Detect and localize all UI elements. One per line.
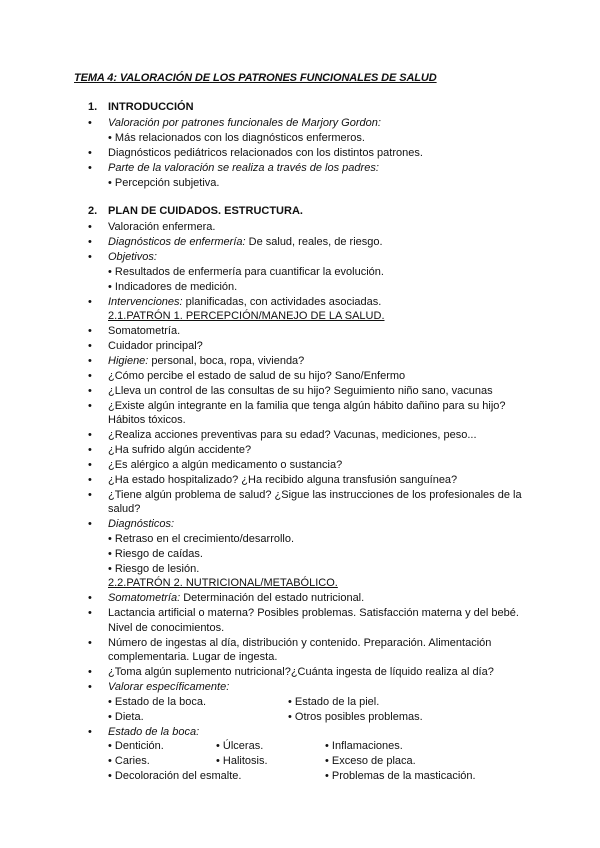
section-number: 2.: [88, 205, 98, 217]
grid-item: • Estado de la piel.: [288, 696, 380, 708]
sub-list-item: • Retraso en el crecimiento/desarrollo.: [108, 533, 295, 545]
section-title: INTRODUCCIÓN: [108, 101, 194, 113]
sub-list-item: • Riesgo de caídas.: [108, 548, 203, 560]
grid-item: • Dieta.: [108, 711, 144, 723]
document-page: TEMA 4: VALORACIÓN DE LOS PATRONES FUNCIONALES DE SALUD 1. INTRODUCCIÓN Valoración por patrones funcionales de Marjory Gordon: • Más relacionados con los diagnósticos enfermeros. Diagnósticos pediátricos relacionados con los distintos patrones. Parte de la valoración se realiza a través de los padres: • Percepción subjetiva. 2. PLAN DE CUIDADOS. ESTRUCTURA. Valoración enfermera. Diagnósticos de enfermería: De salud, reales, de riesgo. Objetivos: • Resultados de enfermería para cuantificar la evolución. • Indicadores de medición. Intervenciones: planificadas, con actividades asociadas. 2.1.PATRÓN 1. PERCEPCIÓN/MANEJO DE LA SALUD. Somatometría. Cuidador principal? Higiene: personal, boca, ropa, vivienda? ¿Cómo percibe el estado de salud de su hijo? Sano/Enfermo ¿Lleva un control de las consultas de su hijo? Seguimiento niño sano, vacunas ¿Existe algún integrante en la familia que tenga algún hábito dañino para su hijo? Hábitos tóxicos. ¿Realiza acciones preventivas para su edad? Vacunas, mediciones, peso... ¿Ha sufrido algún accidente? ¿Es alérgico a algún medicamento o sustancia? ¿Ha estado hospitalizado? ¿Ha recibido alguna transfusión sanguínea? ¿Tiene algún problema de salud? ¿Sigue las instrucciones de los profesionales de la salud? Diagnósticos: • Retraso en el crecimiento/desarrollo. • Riesgo de caídas. • Riesgo de lesión. 2.2.PATRÓN 2. NUTRICIONAL/METABÓLICO. Somatometría: Determinación del estado nutricional. Lactancia artificial o materna? Posibles problemas. Satisfacción materna y del bebé. Nivel de conocimientos. Número de ingestas al día, distribución y contenido. Preparación. Alimentación complementaria. Lugar de ingesta. ¿Toma algún suplemento nutricional?¿Cuánta ingesta de líquido realiza al día? Valorar específicamente: • Estado de la boca. • Estado de la piel. • Dieta. • Otros posibles problemas. Estado de la boca: • Dentición. • Úlceras. • Inflamaciones. • Caries. • Halitosis. • Exceso de placa. • Decoloración del esmalte. • Problemas de la masticación.: [74, 72, 522, 782]
sub-list-item: • Percepción subjetiva.: [108, 177, 220, 189]
sub-list-item: • Indicadores de medición.: [108, 281, 238, 293]
list-item-continuation: complementaria. Lugar de ingesta.: [108, 651, 278, 663]
grid-item: • Exceso de placa.: [325, 755, 416, 767]
section-1-heading: [88, 101, 194, 113]
list-item-continuation: Hábitos tóxicos.: [108, 414, 186, 426]
list-item-continuation: salud?: [108, 503, 141, 515]
sub-list-item: • Más relacionados con los diagnósticos enfermeros.: [108, 132, 365, 144]
sub-list-item: • Resultados de enfermería para cuantificar la evolución.: [108, 266, 384, 278]
grid-item: • Decoloración del esmalte.: [108, 770, 242, 782]
section-title: PLAN DE CUIDADOS. ESTRUCTURA.: [108, 205, 303, 217]
grid-item: • Dentición.: [108, 740, 164, 752]
grid-item: • Estado de la boca.: [108, 696, 207, 708]
section-number: 1.: [88, 101, 98, 113]
grid-item: • Úlceras.: [216, 740, 264, 752]
subsection-heading: 2.1.PATRÓN 1. PERCEPCIÓN/MANEJO DE LA SALUD.: [108, 310, 385, 322]
grid-item: • Caries.: [108, 755, 150, 767]
grid-item: • Inflamaciones.: [325, 740, 403, 752]
list-item-continuation: Nivel de conocimientos.: [108, 622, 225, 634]
subsection-heading: 2.2.PATRÓN 2. NUTRICIONAL/METABÓLICO.: [108, 577, 338, 589]
section-2-heading: [88, 205, 303, 217]
grid-item: • Problemas de la masticación.: [325, 770, 476, 782]
grid-item: • Halitosis.: [216, 755, 268, 767]
sub-list-item: • Riesgo de lesión.: [108, 563, 200, 575]
document-title: TEMA 4: VALORACIÓN DE LOS PATRONES FUNCIONALES DE SALUD: [74, 72, 437, 84]
grid-item: • Otros posibles problemas.: [288, 711, 423, 723]
